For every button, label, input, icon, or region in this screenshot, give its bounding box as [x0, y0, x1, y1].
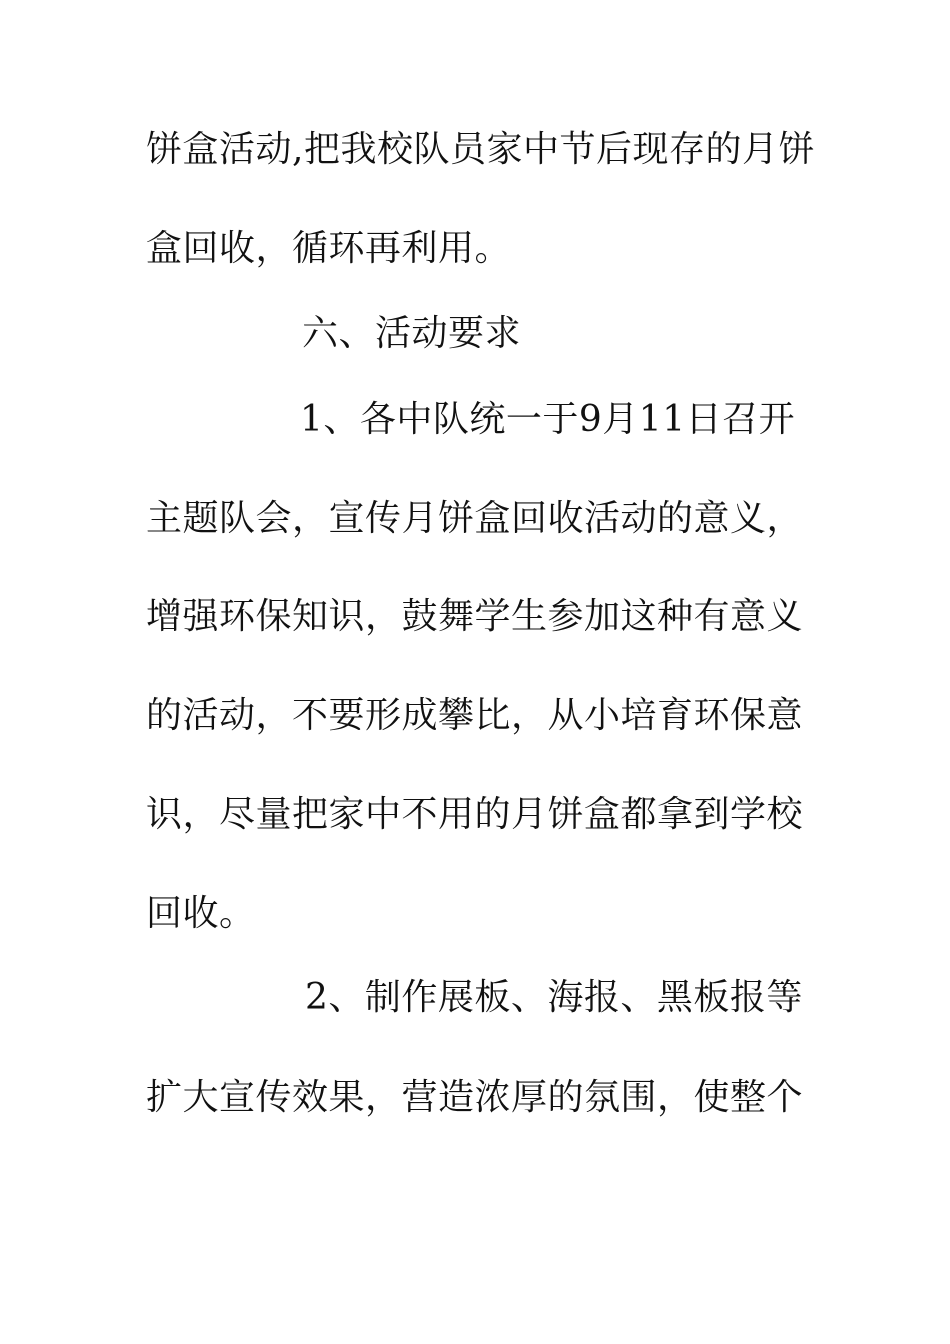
body-text-line: 增强环保知识，鼓舞学生参加这种有意义 — [146, 596, 804, 637]
body-text-line: 饼盒活动,把我校队员家中节后现存的月饼 — [146, 129, 815, 170]
body-text-line: 的活动，不要形成攀比，从小培育环保意 — [146, 695, 804, 736]
body-text-line: 2、制作展板、海报、黑板报等 — [305, 977, 803, 1018]
body-text-line: 盒回收，循环再利用。 — [146, 228, 512, 269]
section-heading: 六、活动要求 — [302, 313, 522, 354]
body-text-line: 识，尽量把家中不用的月饼盒都拿到学校 — [146, 794, 804, 835]
body-text-line: 回收。 — [146, 893, 256, 934]
body-text-line: 主题队会，宣传月饼盒回收活动的意义， — [146, 498, 804, 539]
body-text-line: 扩大宣传效果，营造浓厚的氛围，使整个 — [146, 1077, 804, 1118]
body-text-line: 1、各中队统一于9月11日召开 — [300, 399, 796, 440]
